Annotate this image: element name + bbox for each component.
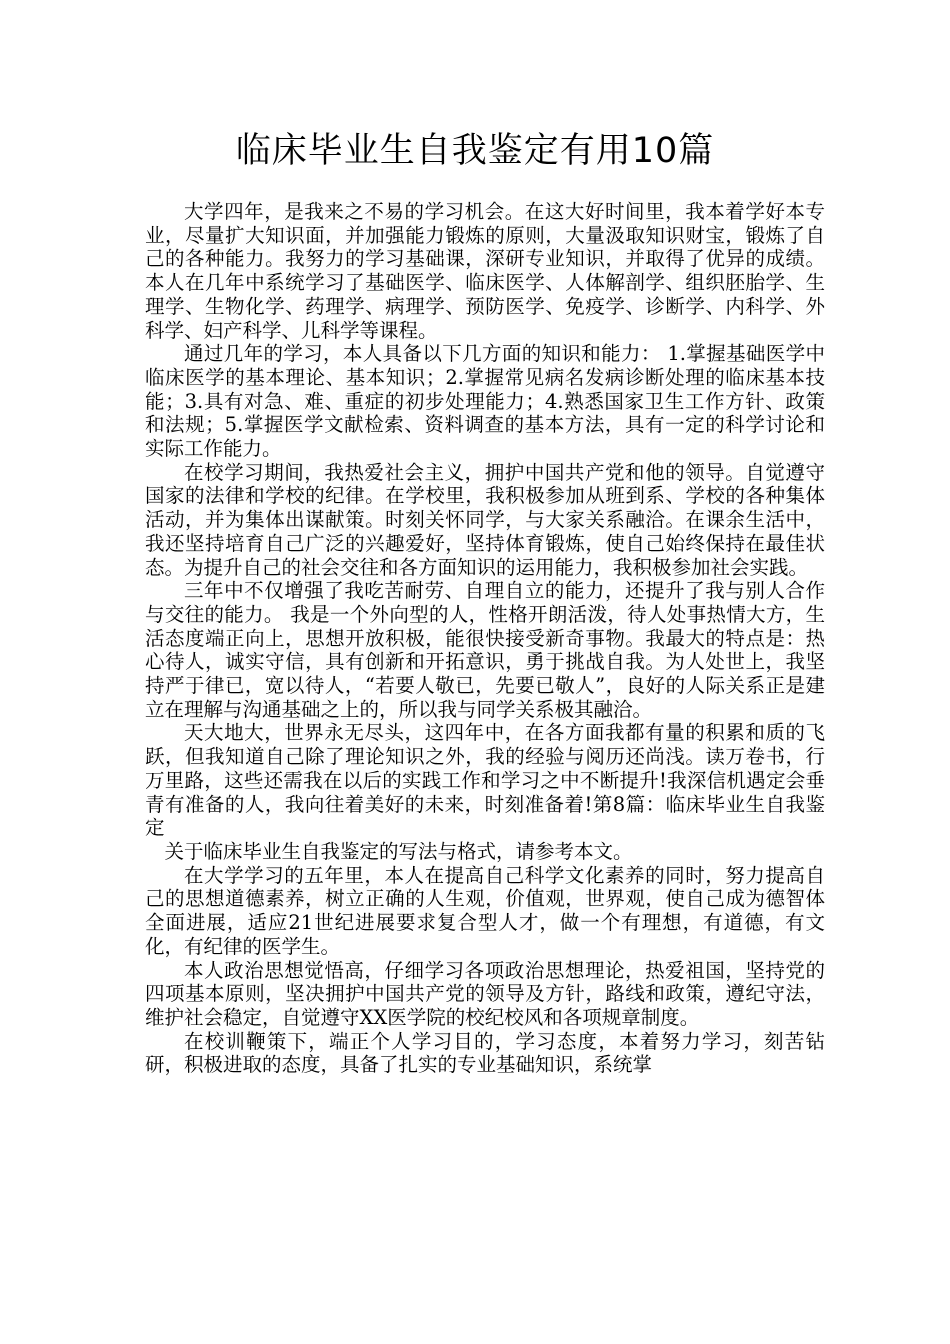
paragraph-7: 在大学学习的五年里，本人在提高自己科学文化素养的同时，努力提高自己的思想道德素养，树立正确的人生观，价值观，世界观，使自己成为德智体全面进展，适应21世纪进展要求复合型人才，做一个有理想，有道德，有文化，有纪律的医学生。 — [145, 863, 825, 958]
paragraph-3: 在校学习期间，我热爱社会主义，拥护中国共产党和他的领导。自觉遵守国家的法律和学校的纪律。在学校里，我积极参加从班到系、学校的各种集体活动，并为集体出谋献策。时刻关怀同学，与大家关系融洽。在课余生活中，我还坚持培育自己广泛的兴趣爱好，坚持体育锻炼，使自己始终保持在最佳状态。为提升自己的社会交往和各方面知识的运用能力，我积极参加社会实践。 — [145, 460, 825, 579]
paragraph-6: 关于临床毕业生自我鉴定的写法与格式，请参考本文。 — [164, 839, 633, 863]
paragraph-1: 大学四年，是我来之不易的学习机会。在这大好时间里，我本着学好本专业，尽量扩大知识面，并加强能力锻炼的原则，大量汲取知识财宝，锻炼了自己的各种能力。我努力的学习基础课，深研专业知识，并取得了优异的成绩。本人在几年中系统学习了基础医学、临床医学、人体解剖学、组织胚胎学、生理学、生物化学、药理学、病理学、预防医学、免疫学、诊断学、内科学、外科学、妇产科学、儿科学等课程。 — [145, 200, 825, 342]
paragraph-8: 本人政治思想觉悟高，仔细学习各项政治思想理论，热爱祖国，坚持党的四项基本原则，坚决拥护中国共产党的领导及方针，路线和政策，遵纪守法，维护社会稳定，自觉遵守XX医学院的校纪校风和各项规章制度。 — [145, 958, 825, 1029]
paragraph-2: 通过几年的学习，本人具备以下几方面的知识和能力： 1.掌握基础医学中临床医学的基本理论、基本知识；2.掌握常见病名发病诊断处理的临床基本技能；3.具有对急、难、重症的初步处理能力；4.熟悉国家卫生工作方针、政策和法规；5.掌握医学文献检索、资料调查的基本方法，具有一定的科学讨论和实际工作能力。 — [145, 342, 825, 461]
paragraph-9: 在校训鞭策下，端正个人学习目的，学习态度，本着努力学习，刻苦钻研，积极进取的态度，具备了扎实的专业基础知识，系统掌 — [145, 1029, 825, 1077]
document-title: 临床毕业生自我鉴定有用10篇 — [235, 131, 715, 171]
document-body — [145, 200, 825, 1077]
paragraph-5: 天大地大，世界永无尽头，这四年中，在各方面我都有量的积累和质的飞跃，但我知道自己除了理论知识之外，我的经验与阅历还尚浅。读万卷书，行万里路，这些还需我在以后的实践工作和学习之中不断提升!我深信机遇定会垂青有准备的人，我向往着美好的未来，时刻准备着!第8篇：临床毕业生自我鉴定 — [145, 721, 825, 840]
paragraph-4: 三年中不仅增强了我吃苦耐劳、自理自立的能力，还提升了我与别人合作与交往的能力。 我是一个外向型的人，性格开朗活泼，待人处事热情大方，生活态度端正向上，思想开放积极，能很快接受新奇事物。我最大的特点是：热心待人，诚实守信，具有创新和开拓意识，勇于挑战自我。为人处世上，我坚持严于律已，宽以待人，“若要人敬已，先要已敬人”，良好的人际关系正是建立在理解与沟通基础之上的，所以我与同学关系极其融洽。 — [145, 579, 825, 721]
